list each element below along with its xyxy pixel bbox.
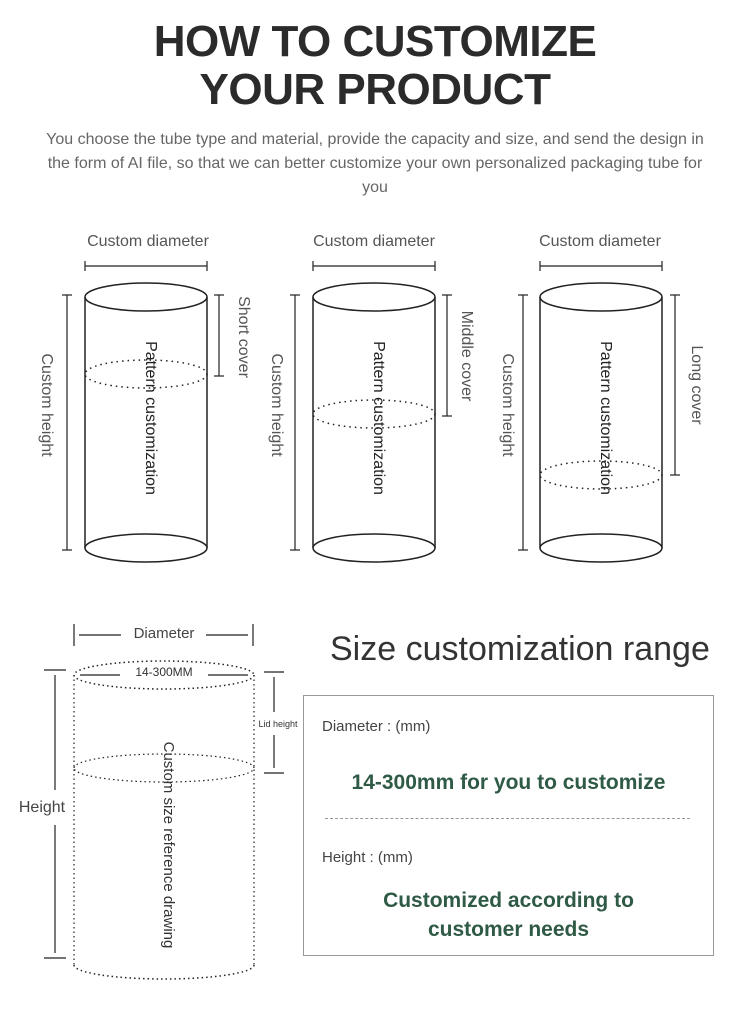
- reference-diameter-value: 14-300MM: [135, 665, 193, 679]
- tube-3-diameter-label: Custom diameter: [539, 233, 661, 250]
- reference-height-label: Height: [18, 799, 66, 816]
- tube-3-cover-label: Long cover: [688, 345, 705, 425]
- tube-2-cover-label: Middle cover: [458, 310, 475, 402]
- diameter-range-label: Diameter : (mm): [322, 718, 431, 735]
- tube-1-height-label: Custom height: [38, 353, 55, 457]
- reference-lid-label: Lid height: [258, 719, 298, 729]
- tube-2-top-ellipse: [313, 283, 435, 311]
- height-range-value-line-2: customer needs: [427, 918, 590, 941]
- range-divider: [325, 818, 690, 819]
- tube-3-pattern-label: Pattern customization: [597, 341, 614, 495]
- reference-drawing: [19, 624, 298, 979]
- tube-1-diameter-label: Custom diameter: [87, 233, 209, 250]
- page-description: You choose the tube type and material, provide the capacity and size, and send the design in the form of AI file, so that we can better customize your own personalized packaging tube for you: [46, 131, 704, 196]
- tube-3-bottom-ellipse: [540, 534, 662, 562]
- tube-2-bottom-ellipse: [313, 534, 435, 562]
- tube-3-top-ellipse: [540, 283, 662, 311]
- diameter-range-value: 14-300mm for you to customize: [351, 771, 666, 794]
- height-range-value-line-1: Customized according to: [383, 889, 634, 912]
- tube-2-diameter-label: Custom diameter: [313, 233, 435, 250]
- reference-diameter-label: Diameter: [133, 625, 195, 642]
- tube-short-cover: [38, 233, 252, 562]
- page-title-line-2: YOUR PRODUCT: [199, 65, 551, 114]
- tube-1-bottom-ellipse: [85, 534, 207, 562]
- size-range-title: Size customization range: [330, 630, 710, 668]
- tube-2-height-label: Custom height: [268, 353, 285, 457]
- reference-drawing-label: Custom size reference drawing: [160, 741, 177, 949]
- tube-1-top-ellipse: [85, 283, 207, 311]
- tube-2-pattern-label: Pattern customization: [370, 341, 387, 495]
- height-range-label: Height : (mm): [322, 849, 413, 866]
- tube-1-pattern-label: Pattern customization: [142, 341, 159, 495]
- tube-3-height-label: Custom height: [499, 353, 516, 457]
- page-title-line-1: HOW TO CUSTOMIZE: [153, 17, 597, 66]
- tube-middle-cover: [268, 233, 475, 562]
- tube-1-cover-label: Short cover: [235, 296, 252, 378]
- reference-bottom-ellipse: [74, 965, 254, 979]
- tube-long-cover: [499, 233, 705, 562]
